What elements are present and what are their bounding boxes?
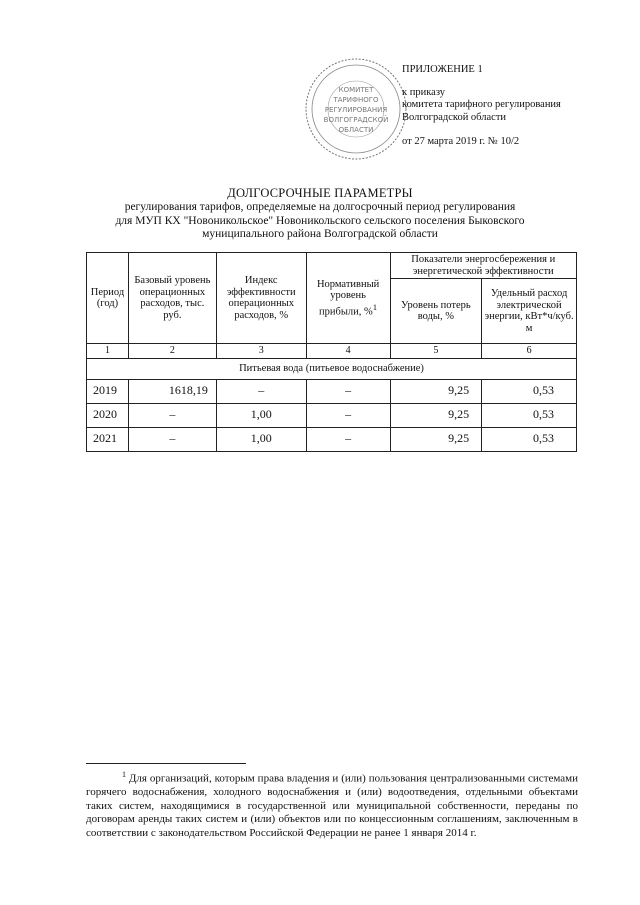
cell-index: 1,00 bbox=[216, 403, 306, 427]
cell-index: – bbox=[216, 379, 306, 403]
cell-base: – bbox=[128, 427, 216, 451]
header-efficiency-index: Индекс эффективности операционных расходов, % bbox=[216, 253, 306, 344]
cell-profit: – bbox=[306, 403, 390, 427]
section-title: Питьевая вода (питьевое водоснабжение) bbox=[87, 358, 577, 379]
seal-text-5: ОБЛАСТИ bbox=[338, 126, 374, 134]
appendix-line-committee: комитета тарифного регулирования bbox=[402, 99, 561, 110]
document-title: ДОЛГОСРОЧНЫЕ ПАРАМЕТРЫ bbox=[227, 186, 413, 200]
cell-base: – bbox=[128, 403, 216, 427]
header-normative-profit bbox=[306, 253, 390, 344]
cell-profit: – bbox=[306, 427, 390, 451]
header-period: Период (год) bbox=[87, 253, 129, 344]
document-subtitle-2: для МУП КХ "Новоникольское" Новоникольского сельского поселения Быковского bbox=[115, 214, 525, 227]
appendix-date: от 27 марта 2019 г. № 10/2 bbox=[402, 136, 520, 147]
cell-loss: 9,25 bbox=[390, 403, 482, 427]
table-row bbox=[87, 403, 577, 427]
seal-text-3: РЕГУЛИРОВАНИЯ bbox=[324, 106, 388, 114]
header-energy-group: Показатели энергосбережения и энергетической эффективности bbox=[390, 253, 576, 279]
parameters-table bbox=[86, 252, 577, 452]
cell-index: 1,00 bbox=[216, 427, 306, 451]
header-normative-profit-text: Нормативный уровень прибыли, % bbox=[316, 278, 380, 317]
cell-energy: 0,53 bbox=[482, 427, 577, 451]
cell-loss: 9,25 bbox=[390, 379, 482, 403]
column-number: 4 bbox=[306, 344, 390, 359]
document-subtitle-1: регулирования тарифов, определяемые на долгосрочный период регулирования bbox=[124, 201, 516, 213]
document-heading bbox=[60, 186, 580, 242]
section-row bbox=[87, 358, 577, 379]
footnote-divider bbox=[86, 763, 246, 764]
header-energy-use: Удельный расход электрической энергии, кВт*ч/куб. м bbox=[482, 279, 577, 344]
document-subtitle-3: муниципального района Волгоградской области bbox=[202, 228, 438, 240]
cell-loss: 9,25 bbox=[390, 427, 482, 451]
column-number: 1 bbox=[87, 344, 129, 359]
appendix-block bbox=[402, 64, 632, 149]
cell-profit: – bbox=[306, 379, 390, 403]
column-number: 5 bbox=[390, 344, 482, 359]
column-number: 6 bbox=[482, 344, 577, 359]
cell-base: 1618,19 bbox=[128, 379, 216, 403]
appendix-line-region: Волгоградской области bbox=[402, 111, 507, 123]
cell-year: 2021 bbox=[87, 427, 129, 451]
cell-year: 2019 bbox=[87, 379, 129, 403]
header-water-loss: Уровень потерь воды, % bbox=[390, 279, 482, 344]
cell-energy: 0,53 bbox=[482, 379, 577, 403]
cell-year: 2020 bbox=[87, 403, 129, 427]
table-row bbox=[87, 427, 577, 451]
column-number: 2 bbox=[128, 344, 216, 359]
appendix-line-order: к приказу bbox=[402, 86, 445, 98]
seal-text-4: ВОЛГОГРАДСКОЙ bbox=[323, 116, 389, 124]
header-base-level: Базовый уровень операционных расходов, тыс. руб. bbox=[128, 253, 216, 344]
column-number: 3 bbox=[216, 344, 306, 359]
footnote-marker: 1 bbox=[122, 770, 126, 779]
appendix-title: ПРИЛОЖЕНИЕ 1 bbox=[402, 64, 483, 75]
seal-text-2: ТАРИФНОГО bbox=[333, 96, 379, 104]
footnote-text: Для организаций, которым права владения и (или) пользования централизованными системами горячего водоснабжения, холодного водоснабжения и (или) водоотведения, отдельными объектами таких систем, находящимися в государственной или муниципальной собственности, переданы по договорам аренды таких систем и (или) объектов или по концессионным соглашениям, заключенным в соответствии с законодательством Российской Федерации не ранее 1 января 2014 г. bbox=[86, 772, 578, 839]
footnote-ref: 1 bbox=[372, 301, 378, 312]
official-seal-stamp bbox=[303, 56, 409, 162]
footnote bbox=[86, 768, 578, 840]
table-row bbox=[87, 379, 577, 403]
column-number-row bbox=[87, 344, 577, 359]
seal-text-1: КОМИТЕТ bbox=[338, 86, 374, 94]
cell-energy: 0,53 bbox=[482, 403, 577, 427]
